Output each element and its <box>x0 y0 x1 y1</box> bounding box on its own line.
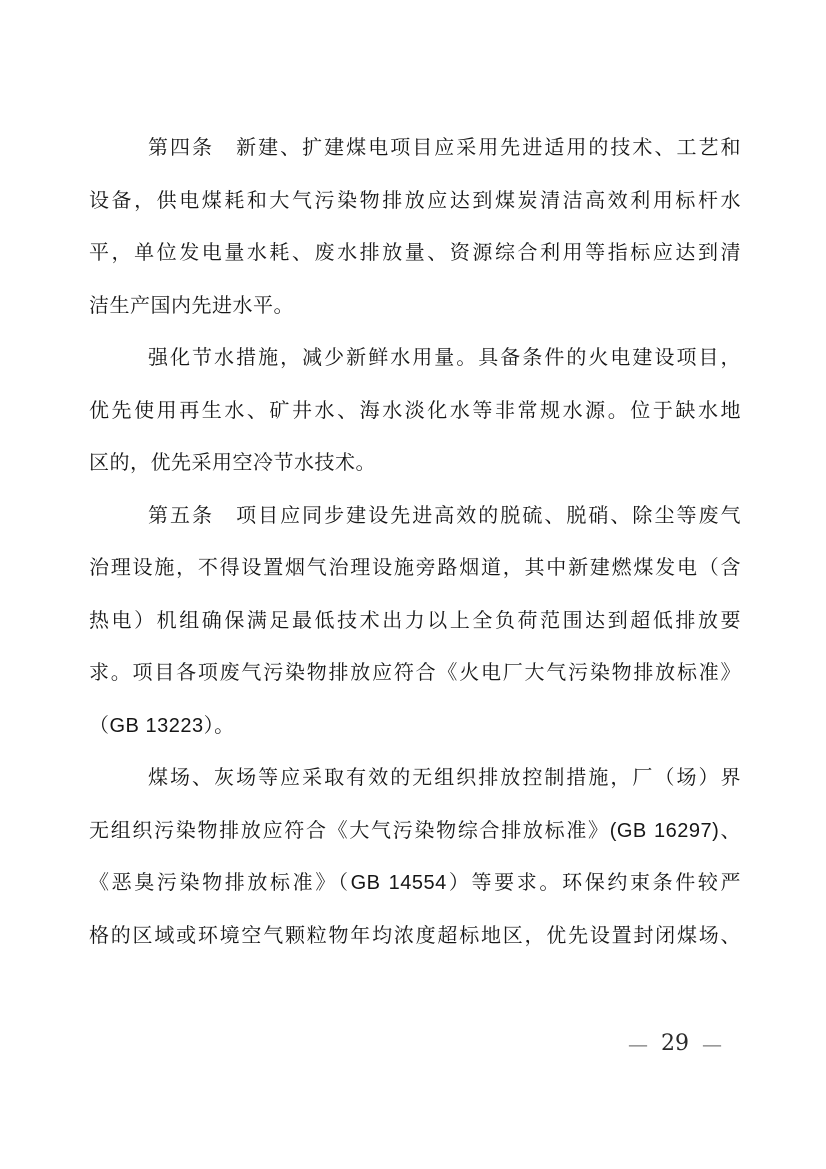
text-line: 优先使用再生水、矿井水、海水淡化水等非常规水源。位于缺水地 <box>89 399 741 422</box>
text-line: 无组织污染物排放应符合《大气污染物综合排放标准》(GB 16297)、 <box>89 819 741 842</box>
text-line: 热电）机组确保满足最低技术出力以上全负荷范围达到超低排放要 <box>89 609 741 632</box>
text-line: 强化节水措施，减少新鲜水用量。具备条件的火电建设项目， <box>148 347 741 369</box>
text-line: 格的区域或环境空气颗粒物年均浓度超标地区，优先设置封闭煤场、 <box>89 924 741 947</box>
page-footer <box>555 1031 795 1056</box>
text-line: 煤场、灰场等应采取有效的无组织排放控制措施，厂（场）界 <box>148 767 741 789</box>
text-line: 平，单位发电量水耗、废水排放量、资源综合利用等指标应达到清 <box>89 242 741 264</box>
text-line: （GB 13223）。 <box>89 714 235 737</box>
paragraph-article-4 <box>89 122 741 332</box>
page-number-dash-right: — <box>702 1031 722 1056</box>
text-line: 第四条 新建、扩建煤电项目应采用先进适用的技术、工艺和 <box>148 137 741 159</box>
text-line: 治理设施，不得设置烟气治理设施旁路烟道，其中新建燃煤发电（含 <box>89 557 741 579</box>
paragraph-water-saving <box>89 332 741 490</box>
page-number-dash-left: — <box>628 1031 648 1056</box>
text-line: 求。项目各项废气污染物排放应符合《火电厂大气污染物排放标准》 <box>89 662 741 684</box>
text-line: 《恶臭污染物排放标准》（GB 14554）等要求。环保约束条件较严 <box>89 872 741 894</box>
text-line: 区的，优先采用空冷节水技术。 <box>89 452 376 474</box>
page-number: 29 <box>661 1031 689 1056</box>
text-line: 第五条 项目应同步建设先进高效的脱硫、脱硝、除尘等废气 <box>148 504 741 527</box>
text-line: 洁生产国内先进水平。 <box>89 294 294 317</box>
text-line: 设备，供电煤耗和大气污染物排放应达到煤炭清洁高效利用标杆水 <box>89 189 741 212</box>
paragraph-fugitive-emissions <box>89 752 741 962</box>
paragraph-article-5 <box>89 490 741 753</box>
document-body <box>89 122 741 962</box>
